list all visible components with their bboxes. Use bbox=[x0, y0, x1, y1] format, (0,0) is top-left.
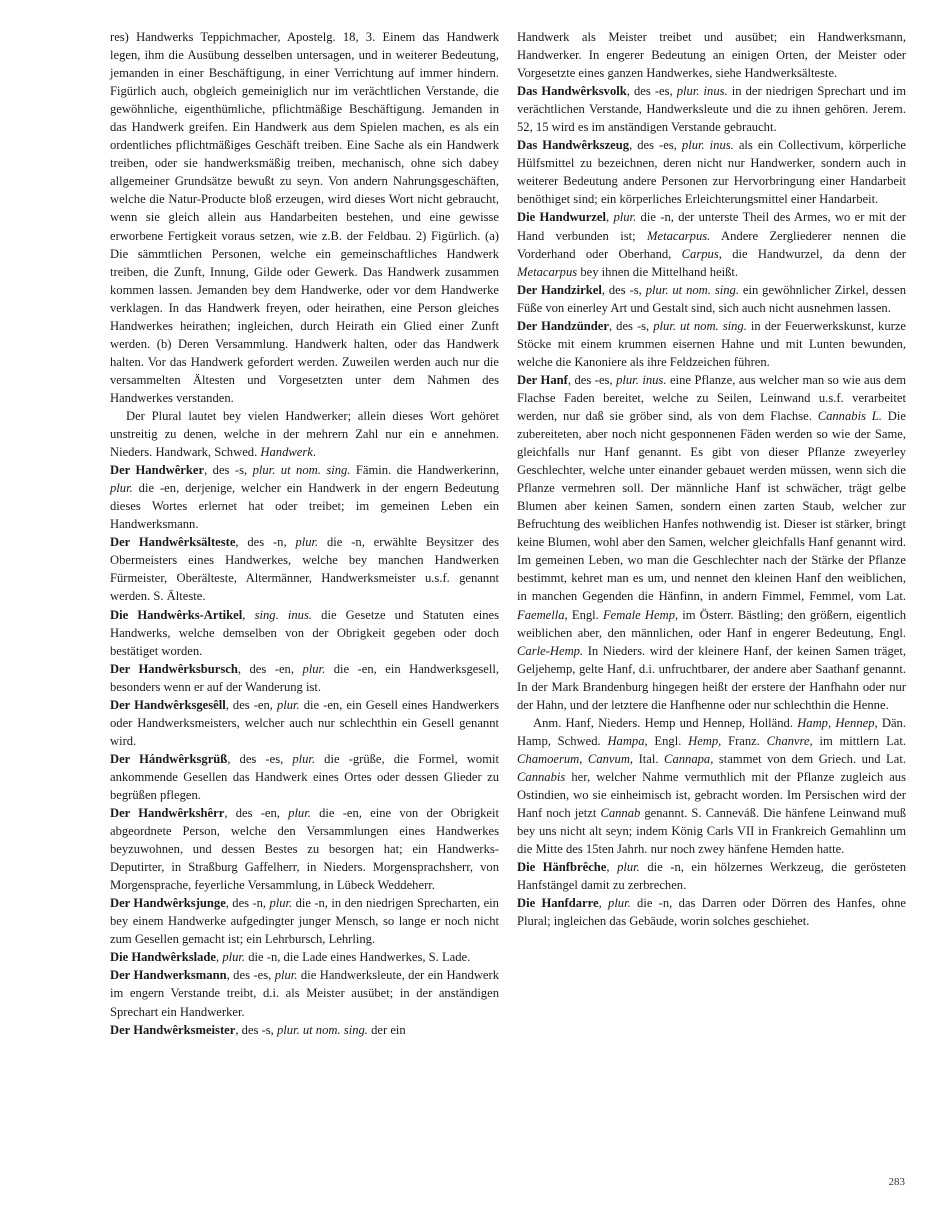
italic-term: Carle-Hemp. bbox=[517, 643, 584, 658]
headword: Das Handwêrksvolk bbox=[517, 84, 627, 99]
italic-term: sing. inus. bbox=[254, 607, 313, 622]
text-paragraph bbox=[517, 28, 906, 82]
text-run: die Handwerksleute, der ein Handwerk im engern Verstande treibt, d.i. als Meister ausübet; in der anständigen Sprechart ein Handwerker. bbox=[110, 968, 499, 1019]
headword: Der Handzünder bbox=[517, 318, 609, 333]
text-run: , des -es, bbox=[227, 751, 293, 766]
text-run: , des -s, bbox=[235, 1022, 277, 1037]
text-run: , des -n, bbox=[235, 535, 296, 550]
text-run: in der niedrigen Sprechart und im verächtlichen Verstande, Handwerksleute und die zu ihnen gehören. Jerem. 52, 15 wird es im anständigen Verstande gebraucht. bbox=[517, 84, 906, 135]
dictionary-entry bbox=[517, 317, 906, 371]
text-run: , des -es, bbox=[629, 138, 682, 153]
italic-term: plur. ut nom. sing. bbox=[252, 463, 351, 478]
italic-term: Cannab bbox=[600, 806, 641, 821]
headword: Der Handzirkel bbox=[517, 282, 602, 297]
text-run: Ital. bbox=[633, 751, 665, 766]
text-run: Dän. Hamp, Schwed. bbox=[517, 715, 907, 748]
text-run: , des -es, bbox=[567, 372, 617, 387]
text-run: , des -es, bbox=[226, 968, 275, 983]
headword: Die Handwêrks-Artikel bbox=[110, 607, 243, 622]
text-run: die -en, eine von der Obrigkeit abgeordnete Person, welche den Versammlungen eines Handwerkes beyzuwohnen, und dessen Bestes zu besorgen hat; ein Handwerks-Deputirter, in Straßburg Gaffelherr, in Nieders. Morgensprachsherr, von Morgensprache, feyerliche Versammlung, in Lübeck Weddeherr. bbox=[110, 806, 500, 893]
italic-term: Handwerk bbox=[260, 445, 313, 460]
headword: Der Handwêrkshêrr bbox=[110, 806, 225, 821]
italic-term: Female Hemp, bbox=[602, 607, 679, 622]
text-run: , des -s, bbox=[601, 282, 646, 297]
text-run: , des -en, bbox=[237, 661, 303, 676]
text-run: bey ihnen die Mittelhand heißt. bbox=[577, 264, 739, 279]
italic-term: Metacarpus bbox=[517, 264, 578, 279]
text-run: , des -en, bbox=[225, 697, 277, 712]
italic-term: plur. bbox=[288, 806, 311, 821]
dictionary-entry bbox=[110, 533, 499, 605]
text-run: die -n, die Lade eines Handwerkes, S. Lade. bbox=[245, 950, 471, 965]
text-run: Fämin. die Handwerkerinn, bbox=[350, 463, 500, 478]
italic-term: plur. bbox=[613, 210, 637, 225]
headword: Die Hanfdarre bbox=[517, 896, 599, 911]
text-run: im Österr. Bästling; den größern, eigentlich weiblichen aber, den männlichen, oder Hanf in engerer Bedeutung, Engl. bbox=[517, 607, 906, 640]
dictionary-entry bbox=[110, 606, 499, 660]
text-run: die -n, ein hölzernes Werkzeug, die gerösteten Hanfstängel damit zu zerbrechen. bbox=[517, 860, 906, 893]
text-run: stammet von dem Griech. und Lat. bbox=[713, 751, 906, 766]
text-run: die -n, der unterste Theil des Armes, wo er mit der Hand verbunden ist; bbox=[517, 210, 906, 243]
text-run: die -n, erwählte Beysitzer des Obermeisters eines Handwerkes, welche bey manchen Handwerken Fürmeister, Oberälteste, Altermänner, Handwerksmeister u.s.f. genannt werden. S. Älteste. bbox=[110, 535, 499, 604]
text-run: als ein Collectivum, körperliche Hülfsmittel zu bezeichnen, deren nicht nur Handwerker, sondern auch in weiterer Bedeutung andere Personen zur Hervorbringung einer Handarbeit benöthiget sind; ein körperliches Erleichterungsmittel einer Handarbeit. bbox=[517, 138, 906, 207]
italic-term: plur. bbox=[608, 896, 631, 911]
text-run: her, welcher Nahme vermuthlich mit der Pflanze zugleich aus Ostindien, wo sie einheimisch ist, gebracht worden. Im Persischen wird der Hanf noch jetzt bbox=[517, 769, 906, 821]
headword: Der Handwêrksgesêll bbox=[110, 697, 226, 712]
italic-term: Cannabis bbox=[517, 769, 566, 784]
text-run: die Handwurzel, da denn der bbox=[721, 246, 907, 261]
text-run: die -n, das Darren oder Dörren des Hanfes, ohne Plural; ingleichen das Gebäude, worin solches geschiehet. bbox=[517, 896, 907, 929]
text-run: die Gesetze und Statuten eines Handwerks, welche demselben von der Obrigkeit gegeben oder doch bestätiget worden. bbox=[110, 607, 500, 658]
italic-term: plur. bbox=[222, 950, 246, 965]
text-run: die -en, derjenige, welcher ein Handwerk in der engern Bedeutung dieses Wortes erlernet hat oder treibet; im gemeinen Leben ein Handwerksmann. bbox=[110, 481, 499, 532]
text-run: . bbox=[312, 445, 317, 460]
headword: Der Hándwêrksgrüß bbox=[110, 751, 228, 766]
text-run: In Nieders. wird der kleinere Hanf, der keinen Samen träget, Geljehemp, gelte Hanf, d.i. unfruchtbarer, der andere aber Saathanf genannt. In der Mark Brandenburg hingegen heißt der erstere der Hanfhahn oder nur der Hahn, und der letztere die Hanfhenne oder nur schlechthin die Henne. bbox=[517, 643, 906, 712]
dictionary-entry bbox=[517, 371, 906, 714]
italic-term: plur. ut nom. sing. bbox=[653, 318, 747, 333]
dictionary-entry bbox=[110, 1021, 499, 1039]
text-run: die -en, ein Handwerksgesell, besonders wenn er auf der Wanderung ist. bbox=[110, 661, 499, 694]
text-run: die -en, ein Gesell eines Handwerkers oder Handwerksmeisters, welcher auch nur schlechthin ein Gesell genannt wird. bbox=[110, 697, 499, 748]
text-paragraph bbox=[110, 28, 499, 407]
italic-term: plur. bbox=[269, 896, 293, 911]
italic-term: plur. ut nom. sing. bbox=[645, 282, 739, 297]
text-run: , bbox=[605, 210, 614, 225]
text-run: ein gewöhnlicher Zirkel, dessen Füße von einerley Art und Gestalt sind, sich auch nicht ausnehmen lassen. bbox=[517, 282, 907, 315]
italic-term: plur. inus. bbox=[616, 372, 667, 387]
dictionary-entry bbox=[110, 750, 499, 804]
italic-term: plur. inus. bbox=[676, 84, 728, 99]
italic-term: plur. bbox=[292, 751, 316, 766]
dictionary-entry bbox=[110, 660, 499, 696]
italic-term: plur. bbox=[617, 860, 640, 875]
text-run: , des -s, bbox=[608, 318, 654, 333]
text-run: , bbox=[606, 860, 618, 875]
text-run: res) Handwerks Teppichmacher, Apostelg. 18, 3. Einem das Handwerk legen, ihm die Ausübung desselben untersagen, und in weiterer Bedeutung, jemanden in einer Beschäftigung, in einer Verrichtung auf immer hindern. Figürlich auch, obgleich gemeiniglich nur im verächtlichen Verstande, die gewöhnliche, eigenthümliche, pflichtmäßige Beschäftigung. Jemanden in das Handwerk greifen. Ein Handwerk aus dem Spielen machen, es als ein ordentliches pflichtmäßiges Geschäft treiben. Eine Sache als ein Handwerk treiben, oder sie handwerksmäßig treiben, mechanisch, ohne sich dabey allgemeiner Grundsätze bewußt zu seyn. Von andern Nahrungsgeschäften, welche die Natur-Producte bloß erzeugen, wird dieses Wort nicht gebraucht, wenn sie gleich allein aus Handarbeiten bestehen, und eine gewisse erworbene Fertigkeit voraus setzen, wie z.B. der Feldbau. 2) Figürlich. (a) Die sämmtlichen Personen, welche ein gemeinschaftliches Handwerk treiben, die Zunft, Innung, Gilde oder Gewerk. Das Handwerk zusammen kommen lassen. Jemanden bey dem Handwerke, oder vor dem Handwerke verklagen. In das Handwerk freyen, oder heirathen, eine Person gleiches Handwerkes heirathen; ingleichen, durch Heirath ein Glied einer Zunft werden. (b) Deren Versammlung. Handwerk halten, oder das Handwerk halten. Vor das Handwerk gefordert werden. Zuweilen werden auch nur die versammelten Ältesten und Vorgesetzten unter dem Nahmen des Handwerkes verstanden. bbox=[110, 30, 499, 405]
text-paragraph bbox=[110, 407, 499, 461]
dictionary-entry bbox=[110, 696, 499, 750]
text-run: , des -es, bbox=[626, 84, 677, 99]
text-run: Die zubereiteten, aber noch nicht gesponnenen Fäden werden so wie der Same, gleichfalls nur Hanf genannt. Es gibt von dieser Pflanze zweyerley Geschlechter, welche unter einander gebauet werden müssen, wenn sich die Pflanze vermehren soll. Der männliche Hanf ist schwächer, trägt gelbe Blumen aber keinen Samen, sondern einen zarten Staub, welcher zur Befruchtung des weiblichen Hanfes nothwendig ist. Dieser ist stärker, bringt keine Blumen, wohl aber den Samen, welcher gleichfalls Hanf genannt wird. Im gemeinen Leben, wo man die Geschlechter nach der Stärke der Pflanze bestimmt, kehret man es um, und nennet den kleinen Hanf den weiblichen, in manchen Gegenden die Hänfinn, in andern Fimmel, Femmel, vom Lat. bbox=[517, 408, 906, 604]
text-run: in der Feuerwerkskunst, kurze Stöcke mit einem krummen eisernen Hahne und mit Lunten bewunden, welche die Kanoniere als ihre Feldzeichen führen. bbox=[517, 318, 907, 369]
italic-term: plur. bbox=[110, 481, 133, 496]
text-run: Anm. Hanf, Nieders. Hemp und Hennep, Holländ. bbox=[533, 715, 798, 730]
italic-term: Metacarpus. bbox=[647, 228, 711, 243]
italic-term: Hemp, bbox=[688, 733, 722, 748]
italic-term: plur. bbox=[274, 968, 298, 983]
text-run: , des -s, bbox=[204, 463, 253, 478]
text-run: die -grüße, die Formel, womit ankommende Gesellen das Handwerk eines Ortes oder dessen Glieder zu begrüßen pflegen. bbox=[110, 751, 500, 802]
headword: Die Handwurzel bbox=[517, 210, 606, 225]
text-run: Franz. bbox=[721, 733, 767, 748]
headword: Der Handwêrksmeister bbox=[110, 1022, 236, 1037]
italic-term: Carpus, bbox=[681, 246, 722, 261]
text-run: Der Plural lautet bey vielen Handwerker; allein dieses Wort gehöret unstreitig zu denen, welche in der mehrern Zahl nur ein e annehmen. Nieders. Handwark, Schwed. bbox=[110, 408, 499, 460]
text-run: eine Pflanze, aus welcher man so wie aus dem Flachse Faden bereitet, welche zu Seilen, Leinwand u.s.f. verarbeitet werden, nur daß sie gröber sind, als von dem Flachse. bbox=[517, 372, 906, 423]
text-run: , bbox=[242, 607, 255, 622]
text-run: Engl. bbox=[567, 607, 603, 622]
dictionary-entry bbox=[110, 966, 499, 1020]
page-number: 283 bbox=[888, 1176, 905, 1188]
text-run: , bbox=[598, 896, 609, 911]
headword: Der Handwêrksälteste bbox=[110, 535, 236, 550]
text-run: , bbox=[216, 950, 223, 965]
italic-term: Hampa, bbox=[607, 733, 648, 748]
headword: Der Handwêrksbursch bbox=[110, 661, 238, 676]
headword: Die Hänfbrêche bbox=[517, 860, 607, 875]
italic-term: plur. bbox=[302, 661, 326, 676]
dictionary-entry bbox=[110, 461, 499, 533]
text-run: , des -n, bbox=[225, 896, 270, 911]
dictionary-entry bbox=[517, 208, 906, 280]
dictionary-entry bbox=[110, 948, 499, 966]
italic-term: Chanvre, bbox=[766, 733, 813, 748]
headword: Der Hanf bbox=[517, 372, 568, 387]
headword: Die Handwêrkslade bbox=[110, 950, 217, 965]
right-column bbox=[517, 28, 906, 930]
dictionary-entry bbox=[517, 136, 906, 208]
headword: Der Handwerksmann bbox=[110, 968, 227, 983]
italic-term: plur. inus. bbox=[681, 138, 734, 153]
dictionary-entry bbox=[517, 82, 906, 136]
italic-term: Hamp, Hennep, bbox=[797, 715, 878, 730]
dictionary-entry bbox=[517, 858, 906, 894]
italic-term: Chamoerum, Canvum, bbox=[517, 751, 634, 766]
text-run: Engl. bbox=[647, 733, 689, 748]
italic-term: Cannabis L. bbox=[817, 408, 882, 423]
dictionary-entry bbox=[517, 894, 906, 930]
italic-term: plur. bbox=[276, 697, 300, 712]
text-paragraph bbox=[517, 714, 906, 858]
dictionary-entry bbox=[517, 281, 906, 317]
italic-term: Cannapa, bbox=[664, 751, 714, 766]
left-column bbox=[110, 28, 499, 1039]
italic-term: plur. ut nom. sing. bbox=[276, 1022, 368, 1037]
text-run: im mittlern Lat. bbox=[812, 733, 907, 748]
headword: Der Handwêrker bbox=[110, 463, 205, 478]
text-run: genannt. S. Canneváß. Die hänfene Leinwand muß bey uns nicht alt seyn; indem König Carls VII in Frankreich Gemahlinn um die Mitte des 15ten Jahrh. nur noch zwey hänfene Hemden hatte. bbox=[517, 806, 907, 857]
text-run: , des -en, bbox=[224, 806, 289, 821]
text-run: Handwerk als Meister treibet und ausübet; ein Handwerksmann, Handwerker. In engerer Bedeutung an einigen Orten, der Meister oder Vorgesetzte eines ganzen Handwerkes, siehe Handwerksälteste. bbox=[517, 30, 906, 81]
italic-term: Faemella, bbox=[517, 607, 568, 622]
text-run: die -n, in den niedrigen Sprecharten, ein bey einem Handwerke aufgedingter junger Mensch, so lange er noch nicht zum Gesellen gemacht ist; ein Lehrbursch, Lehrling. bbox=[110, 896, 499, 947]
dictionary-entry bbox=[110, 804, 499, 894]
headword: Das Handwêrkszeug bbox=[517, 138, 630, 153]
italic-term: plur. bbox=[295, 535, 319, 550]
text-run: der ein bbox=[367, 1022, 406, 1037]
text-run: Andere Zergliederer nennen die Vorderhand oder Oberhand, bbox=[517, 228, 906, 261]
headword: Der Handwêrksjunge bbox=[110, 896, 226, 911]
dictionary-entry bbox=[110, 894, 499, 948]
